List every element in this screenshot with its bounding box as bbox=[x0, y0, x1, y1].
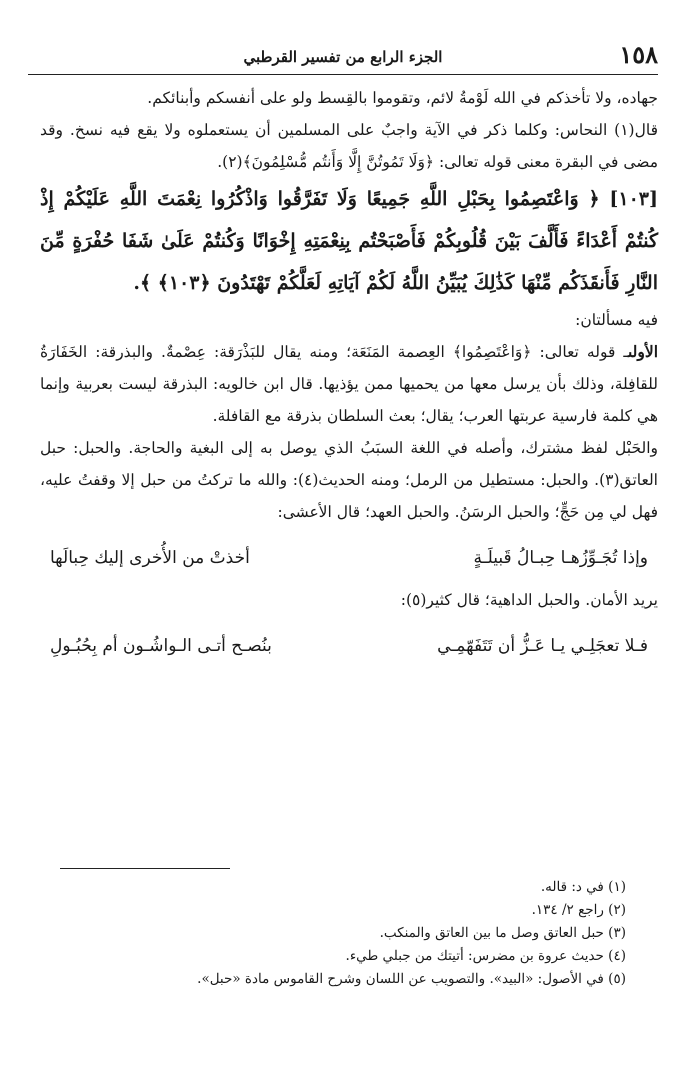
footnote-item: (٣) حبل العاتق وصل ما بين العاتق والمنكب. bbox=[379, 925, 626, 941]
poem-verse-2 bbox=[40, 630, 658, 662]
footnotes bbox=[40, 876, 626, 991]
quran-verse: [١٠٣] ﴿ وَاعْتَصِمُوا بِحَبْلِ اللَّهِ جَمِيعًا وَلَا تَفَرَّقُوا وَاذْكُرُوا نِعْمَتَ اللَّهِ عَلَيْكُمْ إِذْ كُنتُمْ أَعْدَاءً فَأَلَّفَ بَيْنَ قُلُوبِكُمْ فَأَصْبَحْتُم بِنِعْمَتِهِ إِخْوَانًا وَكُنتُمْ عَلَىٰ شَفَا حُفْرَةٍ مِّنَ النَّارِ فَأَنقَذَكُم مِّنْهَا كَذَٰلِكَ يُبَيِّنُ اللَّهُ لَكُمْ آيَاتِهِ لَعَلَّكُمْ تَهْتَدُونَ ﴿١٠٣﴾ ﴾. bbox=[40, 188, 658, 294]
poem-2-first-hemistich: فـلا تعجَلِـي يـا عَـزُّ أن تَتَفَهّمِـي bbox=[437, 636, 648, 656]
paragraph-intro: جهاده، ولا تأخذكم في الله لَوْمةُ لائم، وتقوموا بالقِسط ولو على أنفسكم وأبنائكم. bbox=[147, 89, 658, 107]
page-number: ١٥٨ bbox=[619, 40, 658, 69]
poem-1-first-hemistich: وإذا تُجَـوِّزُهـا حِبـالُ قَبيلَـةٍ bbox=[473, 548, 648, 568]
running-title: الجزء الرابع من تفسير القرطبي bbox=[243, 48, 443, 66]
footnote-item: (٢) راجع ٢/ ١٣٤. bbox=[531, 902, 626, 918]
paragraph-first-issue bbox=[40, 336, 658, 432]
paragraph-nahhas: قال(١) النحاس: وكلما ذكر في الآية واجبٌ على المسلمين أن يستعملوه ولا يقع فيه نسخ. وقد مضى في البقرة معنى قوله تعالى: ﴿وَلَا تَمُوتُنَّ إِلَّا وَأَنتُم مُّسْلِمُونَ﴾(٢). bbox=[40, 121, 658, 171]
poem-2-second-hemistich: بنُصـح أتـى الـواشُـون أم بِحُبُـولِ bbox=[50, 636, 272, 656]
footnote-divider bbox=[60, 868, 230, 869]
section-heading: فيه مسألتان: bbox=[575, 311, 658, 329]
page-header bbox=[28, 40, 658, 75]
footnote-item: (١) في د: قاله. bbox=[540, 879, 626, 895]
poem-verse-1 bbox=[40, 542, 658, 574]
page-body bbox=[40, 82, 658, 672]
footnote-item: (٤) حديث عروة بن مضرس: أتيتك من جبلي طيء. bbox=[345, 948, 626, 964]
first-issue-label: الأولى bbox=[627, 342, 658, 361]
paragraph-habl: والحَبْل لفظ مشترك، وأصله في اللغة السبَبُ الذي يوصل به إلى البغية والحاجة. والحبل: حبل العاتق(٣). والحبل: مستطيل من الرمل؛ ومنه الحديث(٤): والله ما تركتُ من حبل إلا وقفتُ عليه، فهل لي مِن حَجٍّ؛ والحبل الرسَنُ. والحبل العهد؛ قال الأعشى: bbox=[40, 439, 658, 521]
footnote-item: (٥) في الأصول: «البيد». والتصويب عن اللسان وشرح القاموس مادة «حبل». bbox=[197, 971, 626, 987]
first-issue-text: ـ قوله تعالى: ﴿وَاعْتَصِمُوا﴾ العِصمة المَنَعَة؛ ومنه يقال للبَذْرَقة: عِصْمةٌ. والبذرقة: الخَفَارَةُ للقافِلة، وذلك بأن يرسل معها من يحميها ممن يؤذيها. قال ابن خالويه: البذرقة ليست بعربية وإنما هي كلمة فارسية عربتها العرب؛ يقال؛ بعث السلطان بذرقة مع القافلة. bbox=[40, 343, 658, 425]
poem-1-second-hemistich: أخذتْ من الأُخرى إليك حِبالَها bbox=[50, 548, 250, 568]
paragraph-after-poem: يريد الأمان. والحبل الداهية؛ قال كثير(٥): bbox=[400, 591, 658, 609]
